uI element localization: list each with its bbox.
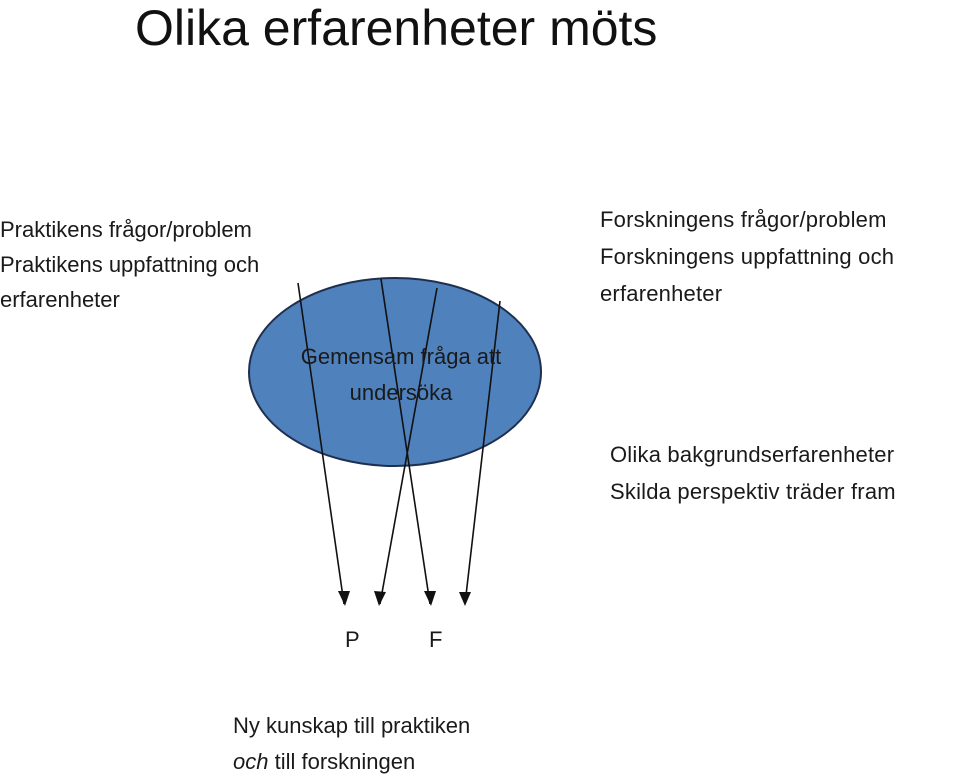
research-text-block xyxy=(600,201,894,312)
arrowhead-practice-to-p xyxy=(338,591,350,606)
common-question-line1: Gemensam fråga att xyxy=(300,344,502,369)
outcome-och: och xyxy=(233,749,269,774)
arrowhead-research-to-f xyxy=(459,592,471,606)
background-experiences: Olika bakgrundserfarenheter xyxy=(610,442,895,467)
practice-conceptions: Praktikens uppfattning och xyxy=(0,252,260,277)
outcome-line2 xyxy=(233,744,470,780)
label-p: P xyxy=(345,627,360,652)
practice-experiences: erfarenheter xyxy=(0,287,120,312)
practice-questions: Praktikens frågor/problem xyxy=(0,217,252,242)
arrowhead-research-to-p xyxy=(374,591,386,606)
common-question-line2: undersöka xyxy=(349,380,453,405)
outcome-line1: Ny kunskap till praktiken xyxy=(233,713,471,738)
outcome-text-block xyxy=(233,708,470,780)
slide-title: Olika erfarenheter möts xyxy=(135,0,658,56)
common-question-label xyxy=(260,339,542,411)
practice-text-block xyxy=(0,212,259,317)
background-text-block xyxy=(610,436,896,510)
outcome-rest: till forskningen xyxy=(268,749,416,774)
arrowhead-practice-to-f xyxy=(424,591,436,606)
research-conceptions: Forskningens uppfattning och xyxy=(600,244,895,269)
research-experiences: erfarenheter xyxy=(600,281,723,306)
perspectives: Skilda perspektiv träder fram xyxy=(610,479,896,504)
label-f: F xyxy=(429,627,443,652)
research-questions: Forskningens frågor/problem xyxy=(600,207,887,232)
